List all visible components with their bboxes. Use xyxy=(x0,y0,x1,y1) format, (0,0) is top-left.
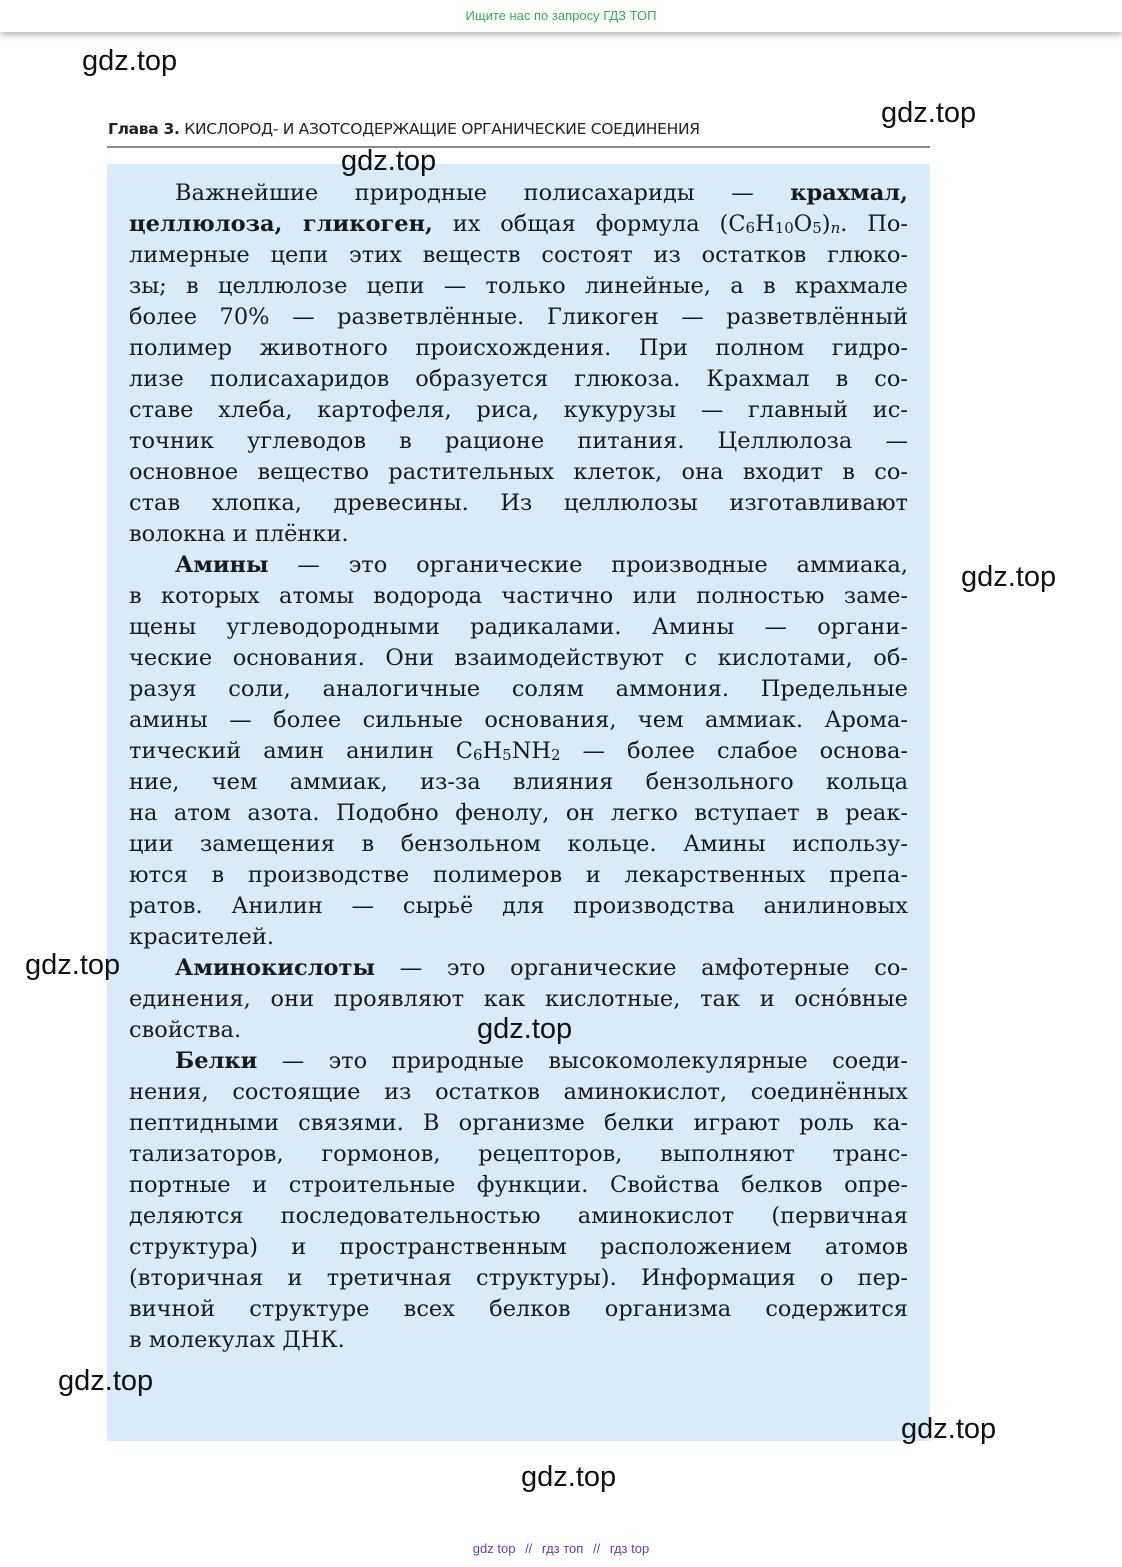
watermark: gdz.top xyxy=(901,1413,997,1445)
footer-link[interactable]: gdz top xyxy=(472,1541,516,1556)
chapter-title: КИСЛОРОД- И АЗОТСОДЕРЖАЩИЕ ОРГАНИЧЕСКИЕ СОЕДИНЕНИЯ xyxy=(184,120,700,138)
footer-links xyxy=(0,1541,1122,1556)
text-line: нения, состоящие из остатков аминокислот, соединённых xyxy=(129,1079,908,1105)
text-line: ции замещения в бензольном кольце. Амины использу- xyxy=(129,831,908,857)
footer-link[interactable]: гдз топ xyxy=(541,1541,584,1556)
text-line: Важнейшие природные полисахариды — крахмал, xyxy=(175,180,908,206)
watermark: gdz.top xyxy=(341,145,437,177)
text-line: став хлопка, древесины. Из целлюлозы изготавливают xyxy=(129,490,908,516)
text-line: более 70% — разветвлённые. Гликоген — разветвлённый xyxy=(129,304,908,330)
footer-separator: // xyxy=(525,1541,533,1556)
text-line: ставе хлеба, картофеля, риса, кукурузы — главный ис- xyxy=(129,397,908,423)
footer-separator: // xyxy=(592,1541,601,1556)
text-line: Белки — это природные высокомолекулярные соеди- xyxy=(175,1048,908,1074)
text-line: свойства. xyxy=(129,1017,242,1043)
text-line: портные и строительные функции. Свойства белков опре- xyxy=(129,1172,908,1198)
text-line: на атом азота. Подобно фенолу, он легко вступает в реак- xyxy=(129,800,908,826)
watermark: gdz.top xyxy=(521,1461,617,1493)
watermark: gdz.top xyxy=(477,1013,573,1045)
watermark: gdz.top xyxy=(58,1365,154,1397)
text-line: лизе полисахаридов образуется глюкоза. Крахмал в со- xyxy=(129,366,908,392)
search-hint-link[interactable]: Ищите нас по запросу ГДЗ ТОП xyxy=(465,8,657,23)
text-line: (вторичная и третичная структуры). Информация о пер- xyxy=(129,1265,908,1291)
text-line: амины — более сильные основания, чем аммиак. Арома- xyxy=(129,707,908,733)
watermark: gdz.top xyxy=(961,561,1057,593)
text-line: вичной структуре всех белков организма содержится xyxy=(129,1296,908,1322)
text-line: ратов. Анилин — сырьё для производства анилиновых xyxy=(129,893,908,919)
text-line: красителей. xyxy=(129,924,274,950)
text-line: ческие основания. Они взаимодействуют с кислотами, об- xyxy=(129,645,908,671)
text-line: основное вещество растительных клеток, она входит в со- xyxy=(129,459,908,485)
text-line: тический амин анилин $C_6H_5NH_2$ — более слабое основа- xyxy=(129,738,908,764)
text-line: полимер животного происхождения. При полном гидро- xyxy=(129,335,908,361)
text-line: деляются последовательностью аминокислот (первичная xyxy=(129,1203,908,1229)
text-line: тализаторов, гормонов, рецепторов, выполняют транс- xyxy=(129,1141,908,1167)
watermark: gdz.top xyxy=(881,97,977,129)
footer-link[interactable]: гдз top xyxy=(609,1541,650,1556)
text-line: пептидными связями. В организме белки играют роль ка- xyxy=(129,1110,908,1136)
text-line: волокна и плёнки. xyxy=(129,521,349,547)
watermark: gdz.top xyxy=(25,949,121,981)
text-line: щены углеводородными радикалами. Амины — органи- xyxy=(129,614,908,640)
text-line: в которых атомы водорода частично или полностью заме- xyxy=(129,583,908,609)
chapter-header xyxy=(108,120,930,138)
text-line: в молекулах ДНК. xyxy=(129,1327,345,1353)
text-line: структура) и пространственным расположением атомов xyxy=(129,1234,908,1260)
text-line: Аминокислоты — это органические амфотерные со- xyxy=(175,955,908,981)
text-line: целлюлоза, гликоген, их общая формула $(C_6H_{10}O_5)_n$. По- xyxy=(129,211,909,237)
header-divider xyxy=(107,146,930,148)
text-line: ются в производстве полимеров и лекарственных препа- xyxy=(129,862,908,888)
watermark: gdz.top xyxy=(82,45,178,77)
text-line: точник углеводов в рационе питания. Целлюлоза — xyxy=(129,428,908,454)
text-line: Амины — это органические производные аммиака, xyxy=(175,552,908,578)
text-line: зы; в целлюлозе цепи — только линейные, а в крахмале xyxy=(129,273,908,299)
text-line: ние, чем аммиак, из-за влияния бензольного кольца xyxy=(129,769,908,795)
chapter-number: Глава 3. xyxy=(108,120,180,138)
text-line: единения, они проявляют как кислотные, так и оснóвные xyxy=(129,986,908,1012)
top-banner xyxy=(0,0,1122,32)
text-line: лимерные цепи этих веществ состоят из остатков глюко- xyxy=(129,242,908,268)
text-line: разуя соли, аналогичные солям аммония. Предельные xyxy=(129,676,908,702)
summary-text xyxy=(129,178,908,1356)
